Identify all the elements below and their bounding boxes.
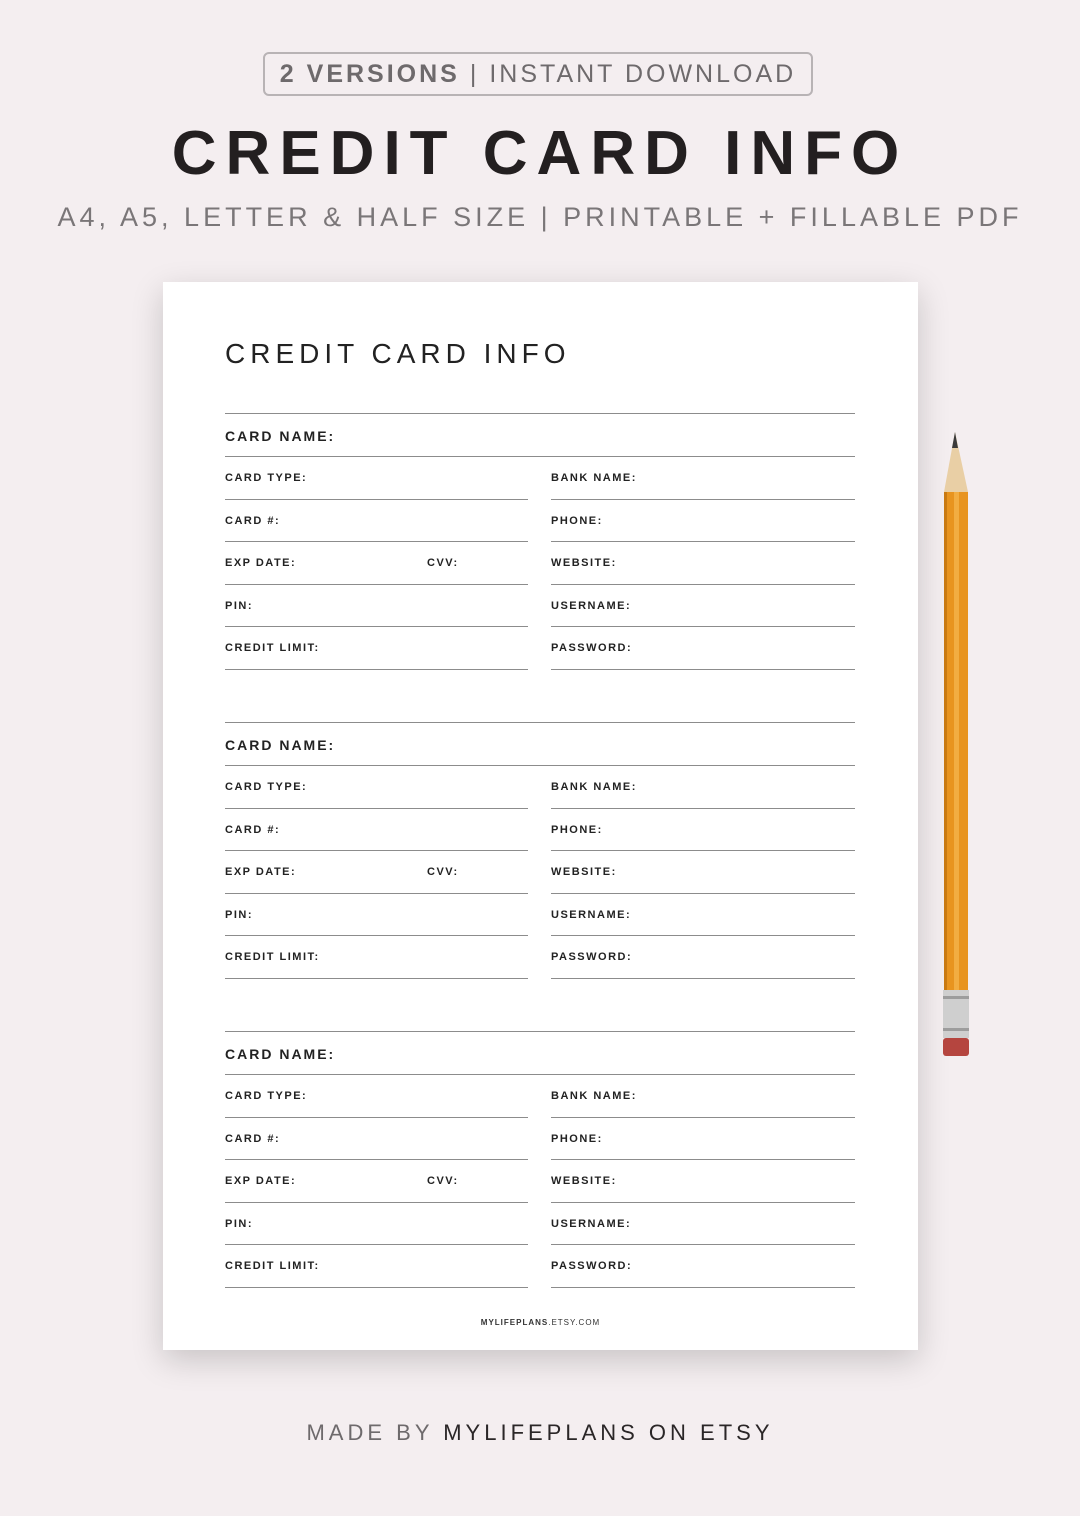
field-line-right [551,584,855,585]
field-line-right [551,808,855,809]
field-line-right [551,541,855,542]
card-name-top-line [225,413,855,414]
field-label-website: WEBSITE: [551,557,617,570]
field-line-right [551,978,855,979]
field-label-cvv: CVV: [427,557,459,570]
badge-versions: 2 VERSIONS [279,59,460,88]
field-line-left [225,669,528,670]
field-label-card-number: CARD #: [225,1132,281,1145]
main-title: CREDIT CARD INFO [171,119,909,188]
field-line-left [225,1287,528,1288]
field-label-exp-date: EXP DATE: [225,557,297,570]
field-line-right [551,1159,855,1160]
field-line-left [225,541,528,542]
field-label-username: USERNAME: [551,599,632,612]
sheet-title: CREDIT CARD INFO [225,338,571,369]
card-name-top-line [225,722,855,723]
field-label-bank-name: BANK NAME: [551,1090,637,1102]
field-line-right [551,1287,855,1288]
made-by-brand: MYLIFEPLANS ON ETSY [443,1420,774,1445]
card-name-bottom-line [225,1074,855,1075]
field-label-card-number: CARD #: [225,823,281,836]
field-label-credit-limit: CREDIT LIMIT: [225,951,320,964]
card-name-top-line [225,1031,855,1032]
field-label-password: PASSWORD: [551,1260,633,1273]
field-line-left [225,1202,528,1203]
field-line-left [225,978,528,979]
field-label-pin: PIN: [225,599,253,612]
field-line-left [225,935,528,936]
field-label-card-type: CARD TYPE: [225,781,308,793]
field-line-left [225,1244,528,1245]
footer-domain: .ETSY.COM [548,1318,601,1327]
field-label-credit-limit: CREDIT LIMIT: [225,642,320,655]
field-label-username: USERNAME: [551,1217,632,1230]
field-line-left [225,893,528,894]
field-label-cvv: CVV: [427,1175,459,1188]
field-line-right [551,935,855,936]
field-line-right [551,893,855,894]
versions-badge [263,52,813,96]
made-by-prefix: MADE BY [306,1420,434,1445]
field-label-phone: PHONE: [551,1132,603,1145]
field-line-left [225,850,528,851]
field-line-left [225,1117,528,1118]
field-line-left [225,499,528,500]
field-label-card-type: CARD TYPE: [225,1090,308,1102]
made-by-line [0,1420,1080,1446]
field-label-website: WEBSITE: [551,1175,617,1188]
field-label-credit-limit: CREDIT LIMIT: [225,1260,320,1273]
subtitle: A4, A5, LETTER & HALF SIZE | PRINTABLE + FILLABLE PDF [57,202,1023,232]
field-line-right [551,1244,855,1245]
field-label-phone: PHONE: [551,823,603,836]
badge-separator: | [469,59,480,88]
field-line-right [551,499,855,500]
footer-name: MYLIFEPLANS [480,1318,549,1327]
field-label-pin: PIN: [225,908,253,921]
card-name-label: CARD NAME: [225,1046,336,1062]
field-line-right [551,1117,855,1118]
field-label-phone: PHONE: [551,514,603,527]
field-line-left [225,626,528,627]
field-label-exp-date: EXP DATE: [225,866,297,879]
pencil-icon [938,430,974,1060]
field-label-bank-name: BANK NAME: [551,781,637,793]
field-label-exp-date: EXP DATE: [225,1175,297,1188]
field-line-right [551,1202,855,1203]
field-label-website: WEBSITE: [551,866,617,879]
field-line-left [225,808,528,809]
printable-sheet [163,282,918,1350]
field-label-password: PASSWORD: [551,951,633,964]
badge-download: INSTANT DOWNLOAD [489,59,797,88]
field-label-username: USERNAME: [551,908,632,921]
field-label-password: PASSWORD: [551,642,633,655]
field-line-right [551,669,855,670]
field-line-left [225,584,528,585]
sheet-footer-url [163,1318,918,1327]
field-line-left [225,1159,528,1160]
field-line-right [551,626,855,627]
field-label-pin: PIN: [225,1217,253,1230]
card-name-label: CARD NAME: [225,428,336,444]
field-label-card-number: CARD #: [225,514,281,527]
card-name-bottom-line [225,456,855,457]
field-label-card-type: CARD TYPE: [225,472,308,484]
field-label-bank-name: BANK NAME: [551,472,637,484]
field-label-cvv: CVV: [427,866,459,879]
card-name-bottom-line [225,765,855,766]
card-name-label: CARD NAME: [225,737,336,753]
field-line-right [551,850,855,851]
